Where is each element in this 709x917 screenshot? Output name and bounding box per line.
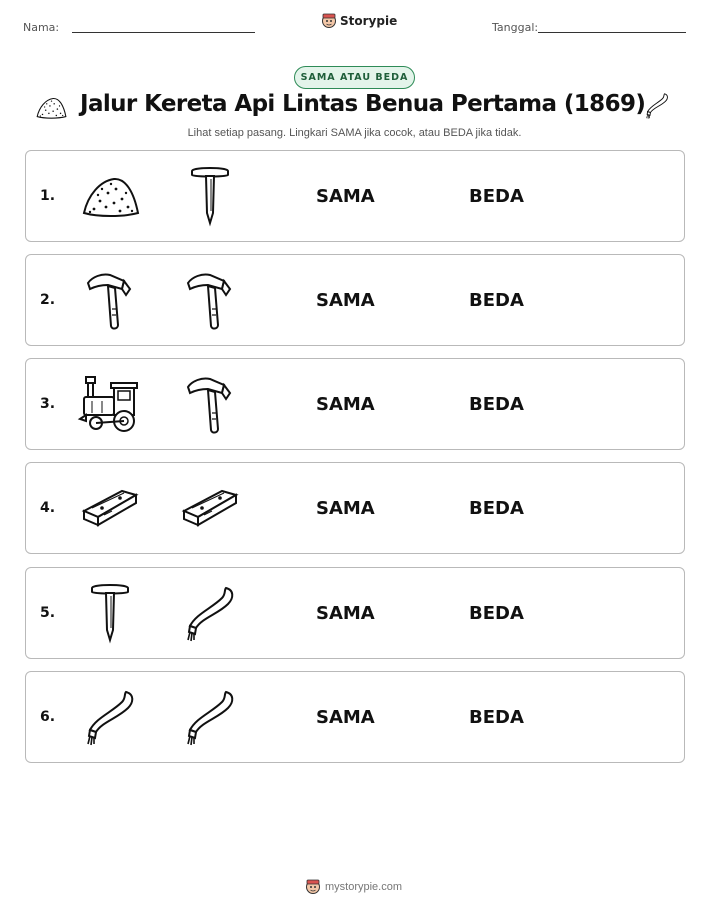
spike-icon: [178, 165, 242, 229]
question-number: 5.: [40, 605, 56, 621]
question-row: [25, 358, 685, 450]
option-different[interactable]: BEDA: [469, 394, 524, 415]
question-row: [25, 567, 685, 659]
instructions: Lihat setiap pasang. Lingkari SAMA jika cocok, atau BEDA jika tidak.: [187, 127, 522, 139]
question-number: 3.: [40, 396, 56, 412]
option-different[interactable]: BEDA: [469, 186, 524, 207]
hammer-icon: [178, 373, 242, 437]
page-title: Jalur Kereta Api Lintas Benua Pertama (1869): [80, 91, 646, 117]
rope-icon: [178, 582, 242, 646]
hammer-icon: [78, 269, 142, 333]
question-number: 1.: [40, 188, 56, 204]
option-same[interactable]: SAMA: [316, 186, 375, 207]
question-row: [25, 150, 685, 242]
storypie-logo-icon: [322, 13, 336, 29]
question-number: 4.: [40, 500, 56, 516]
wood-plank-icon: [178, 477, 242, 541]
option-different[interactable]: BEDA: [469, 498, 524, 519]
option-different[interactable]: BEDA: [469, 707, 524, 728]
rope-icon: [78, 686, 142, 750]
question-row: [25, 671, 685, 763]
option-same[interactable]: SAMA: [316, 394, 375, 415]
date-label: Tanggal:: [492, 21, 539, 34]
rope-icon: [642, 91, 672, 121]
hammer-icon: [178, 269, 242, 333]
footer: [306, 879, 402, 895]
brand: [322, 13, 397, 29]
question-number: 6.: [40, 709, 56, 725]
rope-icon: [178, 686, 242, 750]
name-label: Nama:: [23, 21, 60, 34]
option-same[interactable]: SAMA: [316, 290, 375, 311]
footer-url: mystorypie.com: [325, 881, 403, 893]
date-field[interactable]: [538, 32, 686, 33]
option-different[interactable]: BEDA: [469, 603, 524, 624]
storypie-logo-icon: [306, 879, 320, 895]
option-same[interactable]: SAMA: [316, 707, 375, 728]
sand-pile-icon: [78, 165, 142, 229]
wood-plank-icon: [78, 477, 142, 541]
activity-badge: SAMA ATAU BEDA: [294, 66, 415, 89]
brand-name: Storypie: [340, 14, 398, 28]
question-row: [25, 254, 685, 346]
option-same[interactable]: SAMA: [316, 603, 375, 624]
option-same[interactable]: SAMA: [316, 498, 375, 519]
question-number: 2.: [40, 292, 56, 308]
question-row: [25, 462, 685, 554]
option-different[interactable]: BEDA: [469, 290, 524, 311]
spike-icon: [78, 582, 142, 646]
sand-pile-icon: [34, 96, 68, 118]
locomotive-icon: [78, 373, 142, 437]
name-field[interactable]: [72, 32, 255, 33]
